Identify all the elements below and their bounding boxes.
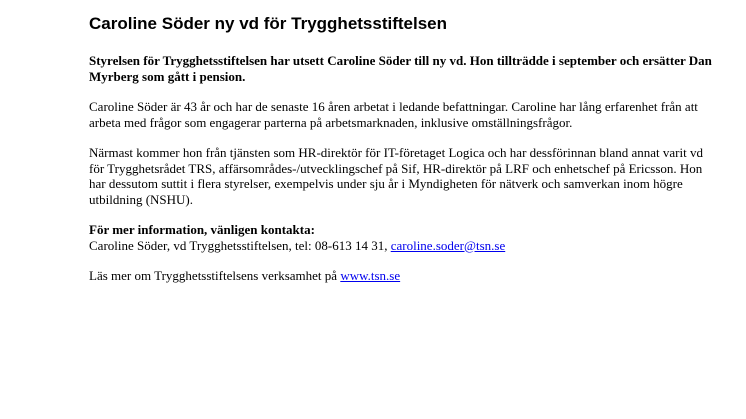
more-info-line [89, 268, 719, 284]
lead-paragraph: Styrelsen för Trygghetsstiftelsen har utsett Caroline Söder till ny vd. Hon tillträdde i september och ersätter Dan Myrberg som gått i pension. [89, 53, 712, 84]
contact-block [89, 222, 719, 253]
page-title: Caroline Söder ny vd för Trygghetsstiftelsen [89, 14, 448, 33]
body-paragraph-1: Caroline Söder är 43 år och har de senaste 16 åren arbetat i ledande befattningar. Caroline har lång erfarenhet från att arbeta med frågor som engagerar parterna på arbetsmarknaden, inklusive omställningsfrågor. [89, 99, 698, 130]
contact-email-link[interactable]: caroline.soder@tsn.se [390, 237, 506, 253]
press-release [89, 14, 719, 284]
website-link[interactable]: www.tsn.se [340, 268, 401, 283]
body-paragraph-2: Närmast kommer hon från tjänsten som HR-direktör för IT-företaget Logica och har dessförinnan bland annat varit vd för Trygghetsrådet TRS, affärsområdes-/utvecklingschef på Sif, HR-direktör på LRF och enhetschef på Ericsson. Hon har dessutom suttit i flera styrelser, exempelvis under sju år i Myndigheten för nätverk och samverkan inom högre utbildning (NSHU). [89, 145, 703, 207]
contact-text: Caroline Söder, vd Trygghetsstiftelsen, tel: 08-613 14 31, [89, 237, 391, 253]
more-info-text: Läs mer om Trygghetsstiftelsens verksamhet på [89, 268, 341, 283]
contact-line [89, 238, 719, 254]
contact-heading: För mer information, vänligen kontakta: [89, 222, 315, 237]
